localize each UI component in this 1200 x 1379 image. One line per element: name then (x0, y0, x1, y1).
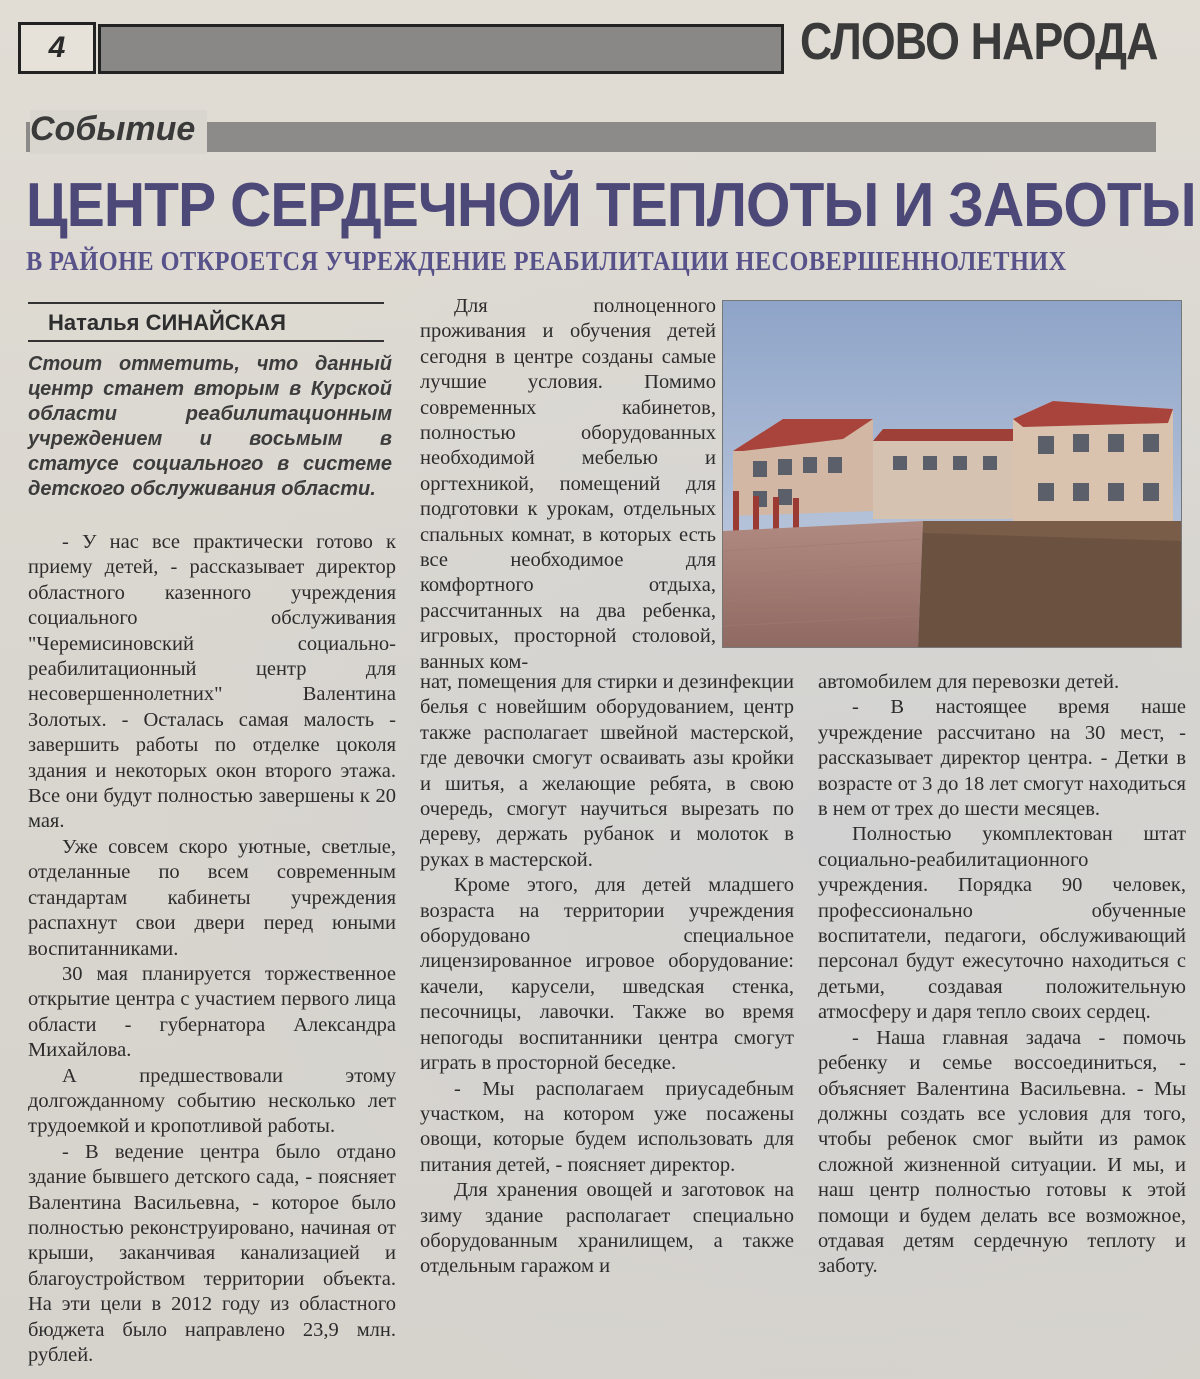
page-number: 4 (18, 22, 96, 74)
column-2-top (420, 294, 716, 675)
paragraph: 30 мая планируется торжественное открытие центра с участием первого лица области - губернатора Александра Михайлова. (28, 962, 396, 1062)
header-bar (98, 24, 784, 74)
building-photo (722, 300, 1182, 648)
paragraph: Уже совсем скоро уютные, светлые, отделанные по всем современным стандартам кабинеты учреждения распахнут свои двери перед юными воспитанниками. (28, 835, 396, 960)
lead-paragraph: Стоит отметить, что данный центр станет вторым в Курской области реабилитационным учреждением и восьмым в статусе социального в системе детского обслуживания области. (28, 353, 392, 500)
paragraph: Кроме этого, для детей младшего возраста на территории учреждения оборудовано специальное лицензированное игровое оборудование: качели, карусели, шведская стенка, песочницы, лавочки. Также во время непогоды воспитанники центра смогут играть в просторной беседке. (420, 874, 794, 1075)
byline-rule-top (28, 302, 384, 304)
paragraph: - В настоящее время наше учреждение рассчитано на 30 мест, - рассказывает директор центра. - Детки в возрасте от 3 до 18 лет смогут находиться в нем от трех до шести месяцев. (818, 696, 1186, 821)
subheadline: В РАЙОНЕ ОТКРОЕТСЯ УЧРЕЖДЕНИЕ РЕАБИЛИТАЦИИ НЕСОВЕРШЕННОЛЕТНИХ (26, 246, 1067, 276)
paragraph: Для полноценного проживания и обучения детей сегодня в центре созданы самые лучшие условия. Помимо современных кабинетов, полностью оборудованных необходимой мебелью и оргтехникой, помещений для подготовки к урокам, отдельных спальных комнат, в которых есть все необходимое для комфортного отдыха, рассчитанных на два ребенка, игровых, просторной столовой, ванных ком- (420, 295, 716, 673)
rubric: Событие (30, 110, 207, 154)
column-2-bottom (420, 670, 794, 1280)
paragraph: Полностью укомплектован штат социально-реабилитационного учреждения. Порядка 90 человек, профессионально обученные воспитатели, педагоги, обслуживающий персонал будут ежесуточно находиться с детьми, создавая положительную атмосферу и даря тепло своих сердец. (818, 823, 1186, 1024)
column-3 (818, 670, 1186, 1280)
paragraph: Для хранения овощей и заготовок на зиму здание располагает специально оборудованным хранилищем, а также отдельным гаражом и (420, 1179, 794, 1278)
paragraph: нат, помещения для стирки и дезинфекции белья с новейшим оборудованием, центр также располагает швейной мастерской, где девочки смогут осваивать азы кройки и шитья, а желающие ребята, в свою очередь, смогут научиться вырезать по дереву, держать рубанок и молоток в руках в мастерской. (420, 671, 794, 871)
building-photo-image (723, 301, 1181, 647)
paragraph: - В ведение центра было отдано здание бывшего детского сада, - поясняет Валентина Васильевна, - которое было полностью реконструировано, начиная от крыши, заканчивая канализацией и благоустройством территории объекта. На эти цели в 2012 году из областного бюджета было направлено 23,9 млн. рублей. (28, 1140, 396, 1366)
byline-rule-bottom (28, 340, 384, 342)
paragraph: - Мы располагаем приусадебным участком, на котором уже посажены овощи, которые будем использовать для питания детей, - поясняет директор. (420, 1077, 794, 1176)
paragraph: А предшествовали этому долгожданному событию несколько лет трудоемкой и кропотливой работы. (28, 1064, 396, 1138)
paragraph: автомобилем для перевозки детей. (818, 671, 1120, 693)
byline: Наталья СИНАЙСКАЯ (48, 310, 286, 335)
paragraph: - У нас все практически готово к приему детей, - рассказывает директор областного казенного учреждения социального обслуживания "Черемисиновский социально-реабилитационный центр для несовершеннолетних" Валентина Золотых. - Осталась самая малость - завершить работы по отделке цоколя здания и некоторых окон второго этажа. Все они будут полностью завершены к 20 мая. (28, 531, 396, 833)
headline: ЦЕНТР СЕРДЕЧНОЙ ТЕПЛОТЫ И ЗАБОТЫ (26, 171, 1196, 240)
masthead: СЛОВО НАРОДА (800, 13, 1158, 71)
column-1 (28, 530, 396, 1368)
paragraph: - Наша главная задача - помочь ребенку и семье воссоединиться, - объясняет Валентина Васильевна. - Мы должны создать все условия для того, чтобы ребенок смог выйти из рамок сложной жизненной ситуации. И мы, и наш центр полностью готовы к этой помощи и будем делать все возможное, отдавая детям сердечную теплоту и заботу. (818, 1026, 1186, 1278)
